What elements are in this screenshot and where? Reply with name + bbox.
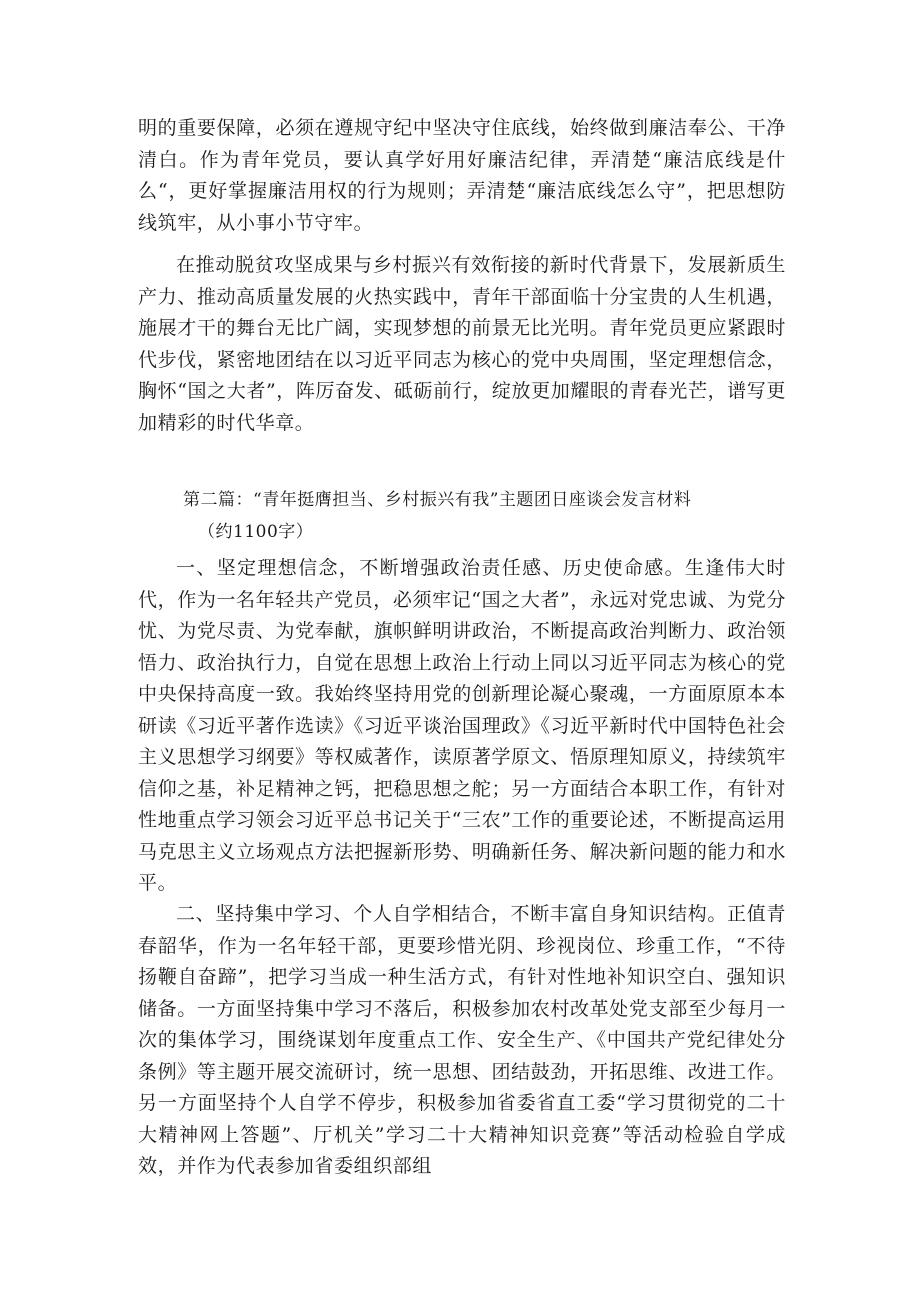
paragraph-study: 二、坚持集中学习、个人自学相结合，不断丰富自身知识结构。正值青春韶华，作为一名年轻干部，更要珍惜光阴、珍视岗位、珍重工作，“不待扬鞭自奋蹄”，把学习当成一种生活方式，有针对性地补知识空白、强知识储备。一方面坚持集中学习不落后，积极参加农村改革处党支部至少每月一次的集体学习，围绕谋划年度重点工作、安全生产、《中国共产党纪律处分条例》等主题开展交流研讨，统一思想、团结鼓劲，开拓思维、改进工作。另一方面坚持个人自学不停步，积极参加省委省直工委“学习贯彻党的二十大精神网上答题”、厅机关”学习二十大精神知识竞赛”等活动检验自学成效，并作为代表参加省委组织部组 bbox=[138, 903, 786, 1177]
section-subtitle: （约1100字） bbox=[198, 522, 314, 542]
paragraph-3-block bbox=[138, 553, 786, 900]
paragraph-ideals-beliefs: 一、坚定理想信念，不断增强政治责任感、历史使命感。生逢伟大时代，作为一名年轻共产党员，必须牢记“国之大者”，永远对党忠诚、为党分忧、为党尽责、为党奉献，旗帜鲜明讲政治，不断提高政治判断力、政治领悟力、政治执行力，自觉在思想上政治上行动上同以习近平同志为核心的党中央保持高度一致。我始终坚持用党的创新理论凝心聚魂，一方面原原本本研读《习近平著作选读》《习近平谈治国理政》《习近平新时代中国特色社会主义思想学习纲要》等权威著作，读原著学原文、悟原理知原义，持续筑牢信仰之基，补足精神之钙，把稳思想之舵；另一方面结合本职工作，有针对性地重点学习领会习近平总书记关于“三农”工作的重要论述，不断提高运用马克思主义立场观点方法把握新形势、明确新任务、解决新问题的能力和水平。 bbox=[138, 557, 786, 894]
paragraph-2-block bbox=[138, 250, 786, 439]
paragraph-rural-revitalization: 在推动脱贫攻坚成果与乡村振兴有效衔接的新时代背景下，发展新质生产力、推动高质量发展的火热实践中，青年干部面临十分宝贵的人生机遇，施展才干的舞台无比广阔，实现梦想的前景无比光明。青年党员更应紧跟时代步伐，紧密地团结在以习近平同志为核心的党中央周围，坚定理想信念，胸怀“国之大者”，阵厉奋发、砥砺前行，绽放更加耀眼的青春光芒，谱写更加精彩的时代华章。 bbox=[138, 254, 786, 434]
paragraph-continued-block bbox=[138, 113, 786, 239]
paragraph-4-block bbox=[138, 899, 786, 1183]
paragraph-continued: 明的重要保障，必须在遵规守纪中坚决守住底线，始终做到廉洁奉公、干净清白。作为青年党员，要认真学好用好廉洁纪律，弄清楚“廉洁底线是什么“，更好掌握廉洁用权的行为规则；弄清楚“廉洁底线怎么守”，把思想防线筑牢，从小事小节守牢。 bbox=[138, 117, 786, 234]
section-title: 第二篇：“青年挺膺担当、乡村振兴有我”主题团日座谈会发言材料 bbox=[183, 490, 692, 510]
